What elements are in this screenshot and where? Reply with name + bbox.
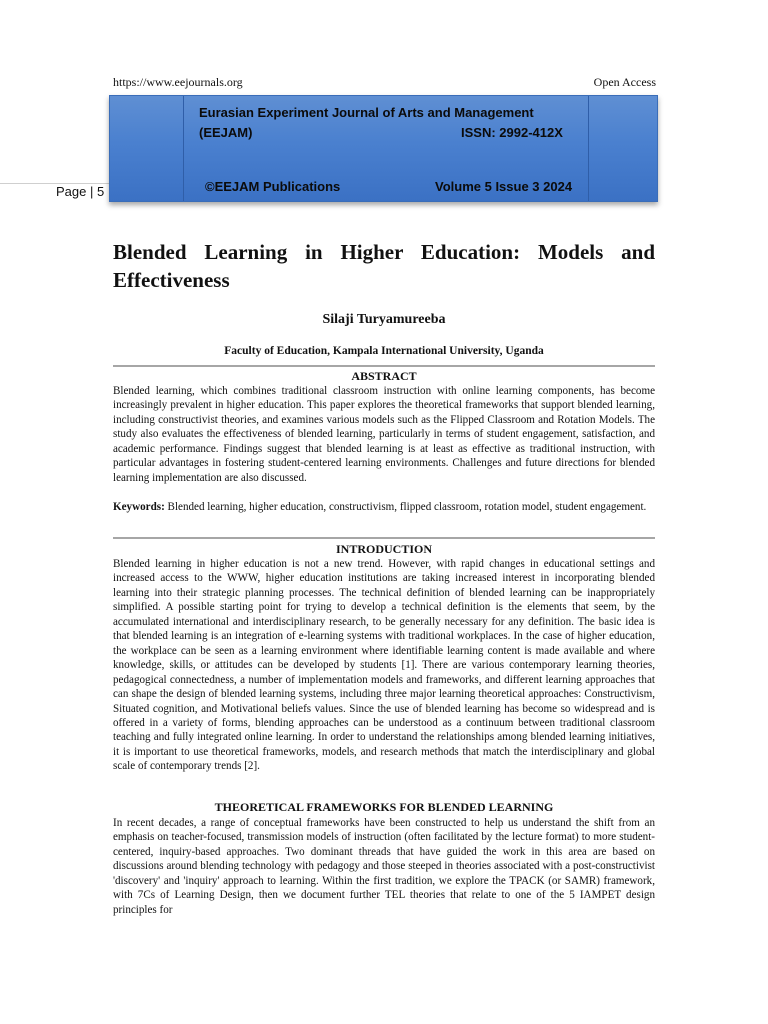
author-affiliation: Faculty of Education, Kampala International University, Uganda <box>224 345 544 357</box>
abstract-text: Blended learning, which combines traditional classroom instruction with online learning components, has become increasingly prevalent in higher education. This paper explores the theoretical frameworks that support blended learning, including constructivist theories, and examines various models such as the Flipped Classroom and Rotation Models. The study also evaluates the effectiveness of blended learning, particularly in terms of student engagement, satisfaction, and academic performance. Findings suggest that blended learning is at least as effective as traditional instruction, with particular advantages in fostering student-centered learning environments. Challenges and future directions for blended learning implementation are also discussed. <box>113 385 655 484</box>
page-number: Page | 5 <box>56 184 105 199</box>
paper-title-line1: Blended Learning in Higher Education: Models and <box>113 240 655 264</box>
keywords-label: Keywords: <box>113 501 165 513</box>
introduction-heading: INTRODUCTION <box>335 542 432 556</box>
journal-issn: ISSN: 2992-412X <box>461 125 563 140</box>
keywords <box>113 500 655 514</box>
intro-rule <box>113 537 655 539</box>
abstract-heading: ABSTRACT <box>351 369 417 383</box>
journal-url[interactable]: https://www.eejournals.org <box>113 75 243 89</box>
keywords-list: Blended learning, higher education, constructivism, flipped classroom, rotation model, student engagement. <box>164 501 647 513</box>
paper-title-line2: Effectiveness <box>113 268 230 292</box>
frameworks-heading: THEORETICAL FRAMEWORKS FOR BLENDED LEARNING <box>214 800 554 814</box>
volume-issue: Volume 5 Issue 3 2024 <box>435 179 573 194</box>
banner-divider-left <box>183 96 184 201</box>
author-name: Silaji Turyamureeba <box>322 312 446 327</box>
banner-divider-right <box>588 96 589 201</box>
publisher-label: ©EEJAM Publications <box>205 179 341 194</box>
frameworks-text: In recent decades, a range of conceptual frameworks have been constructed to help us understand the shift from an emphasis on teacher-focused, transmission models of instruction (often facilitated by the lecture format) to more student-centered, inquiry-based approaches. Two dominant threads that have guided the work in this area are based on discussions around blending technology with pedagogy and those steeped in theories associated with a post-constructivist 'discovery' and 'inquiry' approach to learning. Within the first tradition, we explore the TPACK (or SAMR) framework, with 7Cs of Learning Design, then we document further TEL theories that relate to one of the 5 IAMPET design principles for <box>113 817 655 916</box>
journal-banner <box>109 95 658 202</box>
introduction-text: Blended learning in higher education is not a new trend. However, with rapid changes in educational settings and increased access to the WWW, higher education institutions are taking increased interest in incorporating blended learning into their strategic planning processes. The technical definition of blended learning can be inappropriately simplified. A possible starting point for trying to develop a technical definition is the elements that seem, by the accumulated international and interdisciplinary research, to be generally necessary for any definition. The basic idea is that blended learning is an integration of e-learning systems with traditional workplaces. In the case of higher education, the workplace can be seen as a learning environment where identifiable learning content is made available and where knowledge, skills, or attitudes can be developed by students [1]. There are various contemporary learning theories, pedagogical connectedness, a number of implementation models and frameworks, and different learning approaches that can shape the design of blended learning systems, including three major learning theoretical approaches: Constructivism, Situated cognition, and Motivational beliefs values. Since the use of blended learning has become so widespread and is offered in a variety of forms, blending approaches can be understood as a continuum between traditional classroom teaching and fully integrated online learning. In order to understand the relationships among blended learning initiatives, it is important to use theoretical frameworks, models, and research methods that match the interdisciplinary and global scale of contemporary trends [2]. <box>113 558 655 773</box>
paper-title <box>113 238 655 294</box>
journal-abbrev: (EEJAM) <box>199 125 253 140</box>
open-access-label: Open Access <box>593 75 656 89</box>
journal-name: Eurasian Experiment Journal of Arts and Management <box>199 105 534 120</box>
abstract-rule <box>113 365 655 367</box>
